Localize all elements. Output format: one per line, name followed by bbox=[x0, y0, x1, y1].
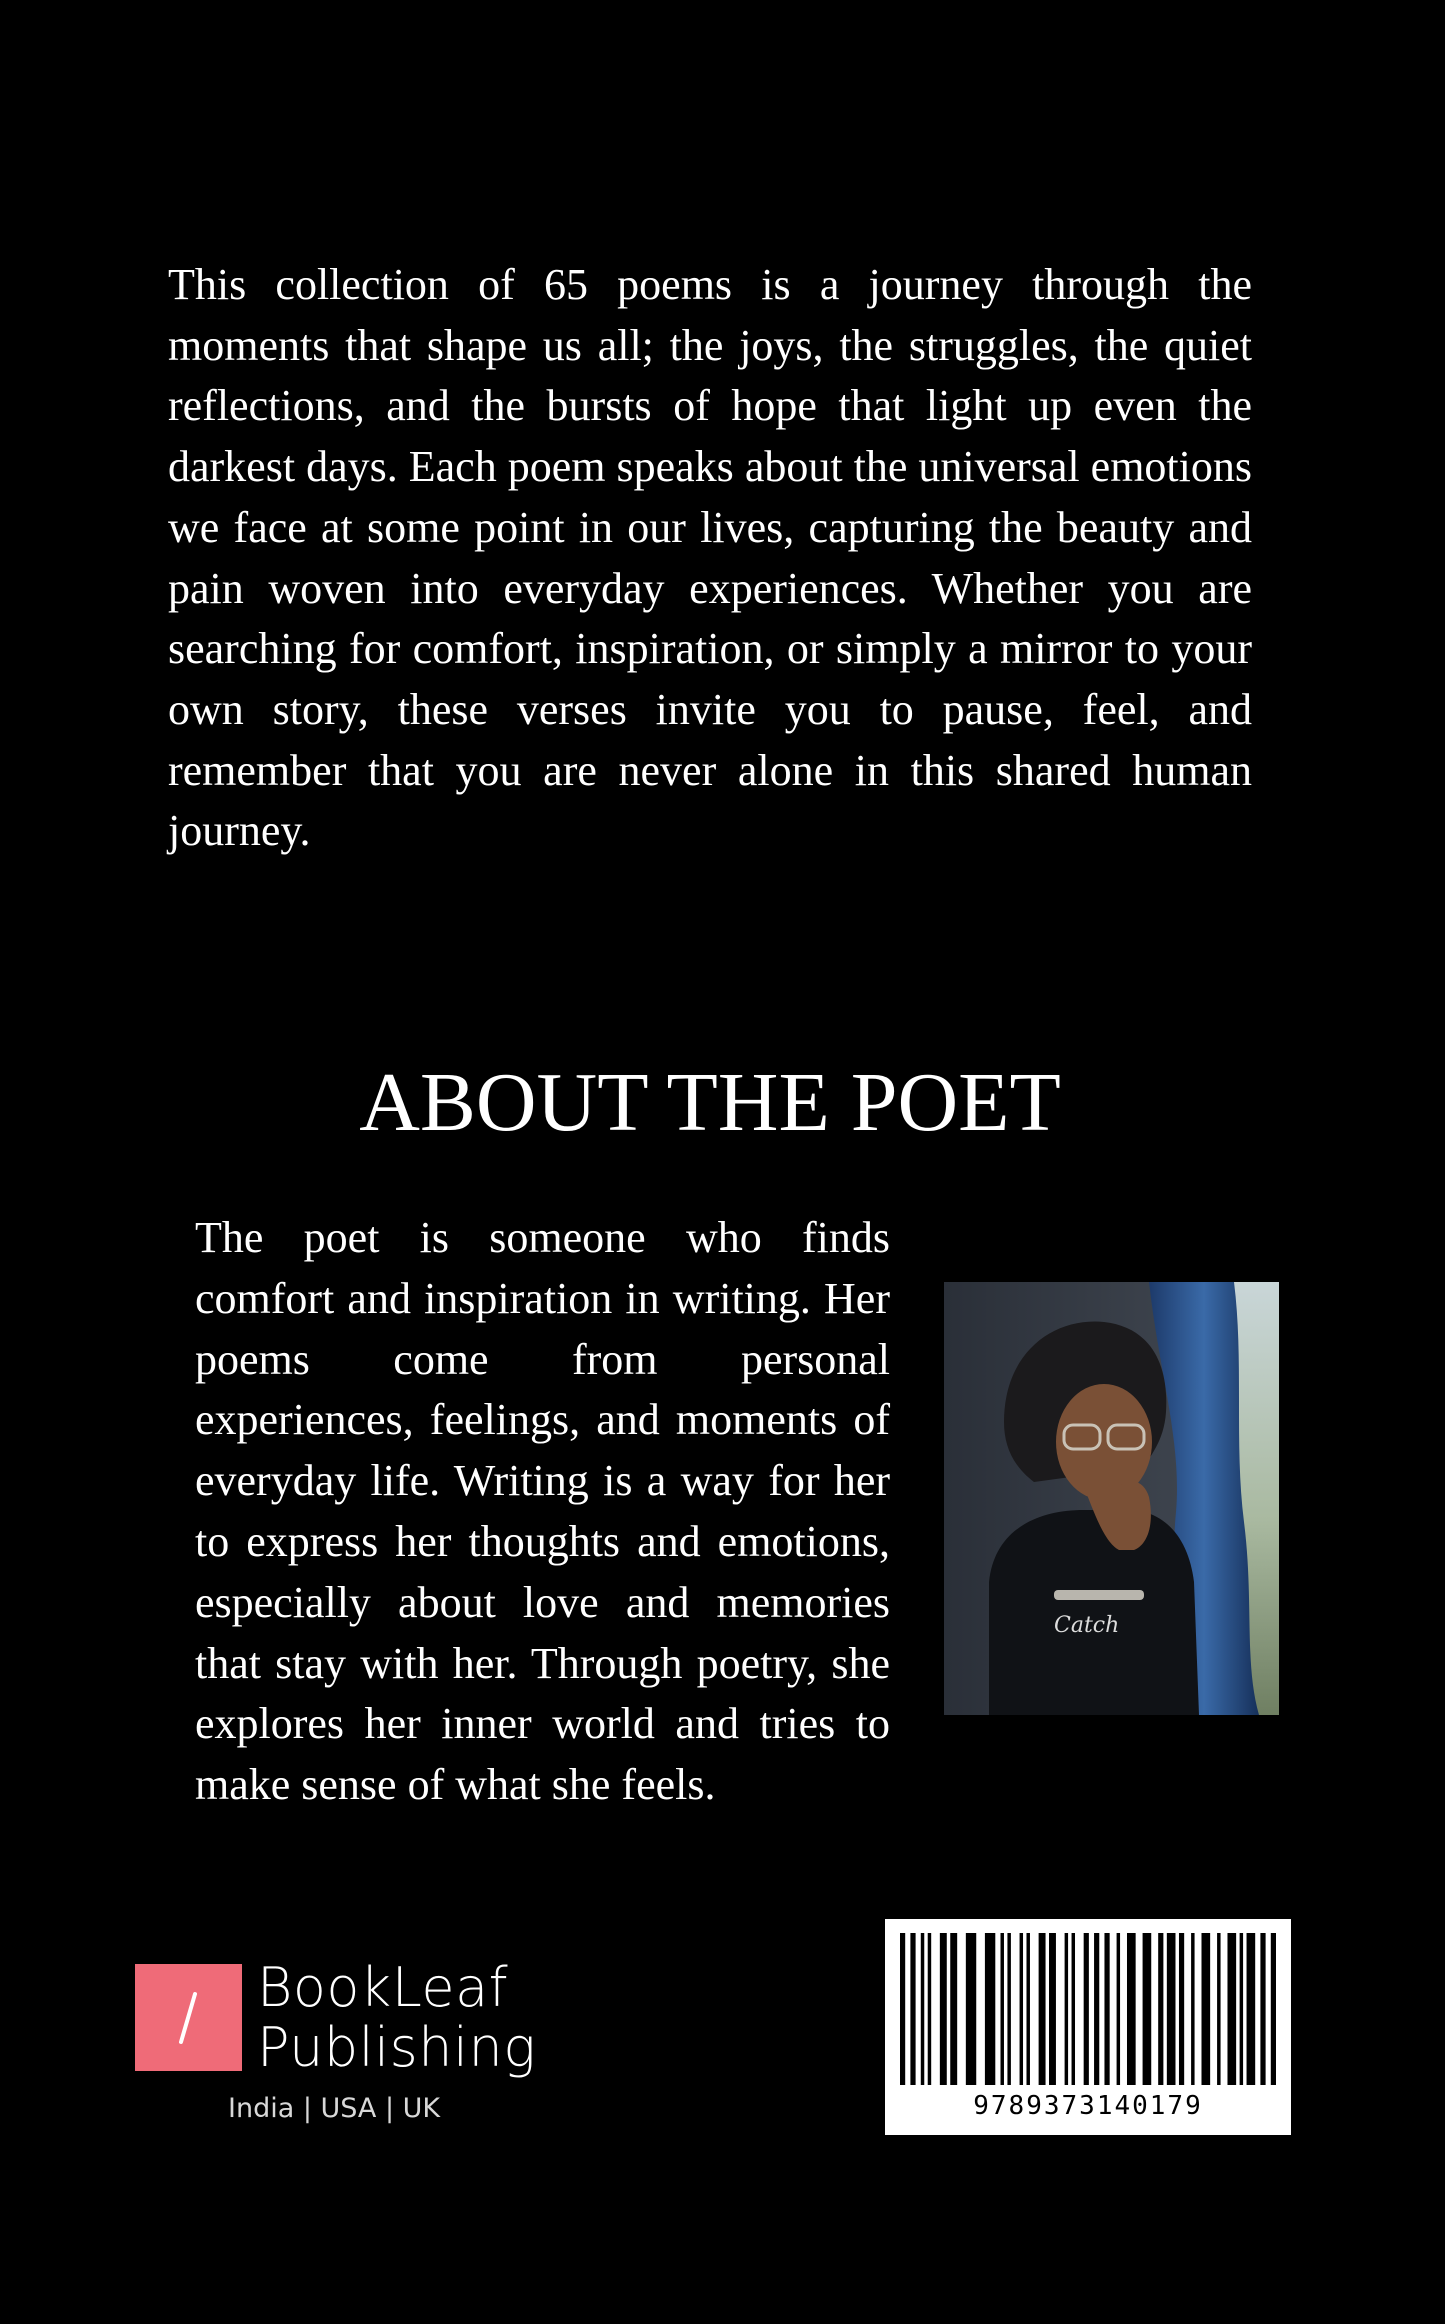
barcode-bar bbox=[1143, 1933, 1152, 2085]
poet-bio: The poet is someone who finds comfort and inspiration in writing. Her poems come from personal experiences, feelings, and moments of everyday life. Writing is a way for her to express her thoughts and emotions, especially about love and memories that stay with her. Through poetry, she explores her inner world and tries to make sense of what she feels. bbox=[195, 1213, 890, 1810]
barcode-bar bbox=[1227, 1933, 1236, 2085]
barcode-bar bbox=[1065, 1933, 1068, 2085]
barcode-bar bbox=[900, 1933, 905, 2085]
barcode-bar bbox=[966, 1933, 976, 2085]
barcode-bar bbox=[1039, 1933, 1046, 2085]
barcode-bar bbox=[1247, 1933, 1256, 2085]
barcode-bar bbox=[1104, 1933, 1109, 2085]
publisher-regions: India | USA | UK bbox=[228, 2093, 441, 2124]
book-blurb: This collection of 65 poems is a journey through the moments that shape us all; the joys, the struggles, the quiet reflections, and the bursts of hope that light up even the darkest days. Each poem speaks about the universal emotions we face at some point in our lives, capturing the beauty and pain woven into everyday experiences. Whether you are searching for comfort, inspiration, or simply a mirror to your own story, these verses invite you to pause, feel, and remember that you are never alone in this shared human journey. bbox=[168, 260, 1252, 856]
barcode-bar bbox=[1049, 1933, 1056, 2085]
barcode-bar bbox=[1191, 1933, 1194, 2085]
poet-photo-illustration bbox=[944, 1282, 1279, 1715]
barcode-bar bbox=[1179, 1933, 1184, 2085]
barcode-bar bbox=[1072, 1933, 1075, 2085]
isbn-barcode bbox=[885, 1919, 1291, 2135]
barcode-bar bbox=[921, 1933, 924, 2085]
publisher-name bbox=[257, 1958, 557, 2078]
barcode-bar bbox=[1260, 1933, 1265, 2085]
barcode-bar bbox=[950, 1933, 957, 2085]
barcode-bar bbox=[1117, 1933, 1120, 2085]
barcode-bar bbox=[1240, 1933, 1243, 2085]
barcode-bar bbox=[1271, 1933, 1276, 2085]
barcode-bar bbox=[1217, 1933, 1220, 2085]
barcode-bar bbox=[1201, 1933, 1210, 2085]
barcode-bar bbox=[1158, 1933, 1163, 2085]
shirt-print-text: Catch bbox=[1054, 1613, 1120, 1638]
barcode-bar bbox=[928, 1933, 931, 2085]
isbn-number: 9789373140179 bbox=[973, 2091, 1203, 2121]
barcode-bar bbox=[1001, 1933, 1004, 2085]
barcode-bar bbox=[985, 1933, 995, 2085]
barcode-bar bbox=[1094, 1933, 1099, 2085]
about-the-poet-heading: ABOUT THE POET bbox=[359, 1056, 1061, 1149]
publisher-logo-mark bbox=[135, 1964, 242, 2071]
slash-icon bbox=[135, 1964, 242, 2071]
barcode-bar bbox=[1084, 1933, 1089, 2085]
publisher-name-line2: Publishing bbox=[257, 2016, 537, 2079]
barcode-bar bbox=[940, 1933, 947, 2085]
barcode-bar bbox=[1167, 1933, 1176, 2085]
barcode-bar bbox=[910, 1933, 915, 2085]
barcode-bar bbox=[1020, 1933, 1023, 2085]
barcode-bar bbox=[1007, 1933, 1010, 2085]
poet-photo bbox=[944, 1282, 1279, 1715]
barcode-bar bbox=[1127, 1933, 1136, 2085]
barcode-bar bbox=[1026, 1933, 1029, 2085]
publisher-name-line1: BookLeaf bbox=[257, 1956, 509, 2019]
